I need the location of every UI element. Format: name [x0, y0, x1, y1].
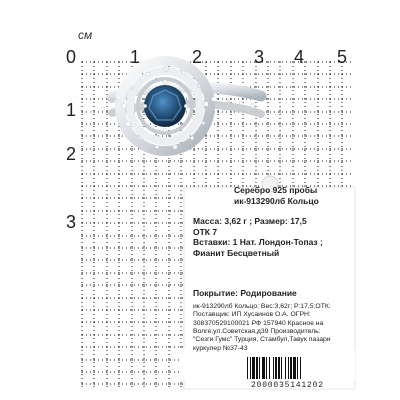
ring-sparkle-dot — [163, 128, 167, 132]
tag-weight-size: Масса: 3,62 г ; Размер: 17,5 — [193, 216, 307, 226]
ring-sparkle-dot — [190, 136, 194, 140]
ring-sparkle-dot — [163, 80, 168, 85]
ring-sparkle-dot — [204, 102, 209, 107]
tag-otk: ОТК 7 — [193, 226, 218, 237]
ring-sparkle-dot — [90, 110, 94, 114]
ruler-mark-4: 4 — [294, 47, 305, 67]
ring-sparkle-dot — [251, 104, 256, 109]
ring-sparkle-dot — [182, 71, 186, 75]
tag-small-line-2: Поставщик: ИП Хусаинов О.А. ОГРН: — [193, 311, 311, 319]
tag-specs-block — [193, 216, 363, 259]
ring-sparkle-dot — [126, 122, 131, 127]
tag-small-line-4: Волге,ул.Советская,д39 Производитель: — [193, 328, 321, 336]
ring-sparkle-dot — [164, 67, 169, 72]
ring-sparkle-dot — [101, 107, 105, 111]
ruler-side-mark-3: 3 — [66, 212, 77, 232]
ring-sparkle-dot — [201, 121, 205, 125]
ring-sparkle-dot — [122, 104, 127, 109]
ruler-mark-0: 0 — [66, 47, 77, 67]
product-tag-text — [193, 185, 363, 375]
tag-inserts-line-1: Вставки: 1 Нат. Лондон-Топаз ; — [193, 237, 323, 248]
tag-article-line: ик-913290лб Кольцо — [234, 195, 319, 206]
ring-sparkle-dot — [239, 101, 243, 105]
ruler-side-mark-1: 1 — [66, 100, 77, 120]
ring-sparkle-dot — [137, 136, 141, 140]
tag-small-line-1: ик-913290лб Кольцо; Вес:3,62г; Р:17,5;ОТК: — [193, 303, 331, 310]
ring-sparkle-dot — [226, 99, 230, 103]
ring-sparkle-dot — [114, 99, 118, 103]
ruler-side-mark-2: 2 — [66, 144, 77, 164]
tag-inserts-line-2: Фианит Бесцветный — [193, 247, 280, 258]
ring-sparkle-dot — [143, 104, 147, 108]
ruler-mark-2: 2 — [192, 47, 203, 67]
tag-small-line-6: куркулер №37-43 — [193, 344, 248, 352]
ruler-unit-label: см — [78, 28, 93, 42]
ring-sparkle-dot — [197, 84, 201, 88]
tag-small-line-5: "Сезги Гумс" Турция, Стамбул,Тавук пазари — [193, 336, 331, 344]
tag-material-line: Серебро 925 пробы — [234, 185, 318, 195]
ring-sparkle-dot — [155, 145, 159, 149]
ruler-mark-1: 1 — [130, 47, 141, 67]
tag-small-line-3: 308370529100021 РФ 157940 Красное на — [193, 319, 324, 327]
ring-sparkle-dot — [130, 86, 134, 90]
ring-sparkle-dot — [146, 72, 150, 76]
ring-sparkle-dot — [212, 97, 217, 102]
ruler-mark-5: 5 — [337, 47, 348, 67]
barcode-digits: 2000035141202 — [251, 381, 324, 390]
ruler-mark-3: 3 — [254, 47, 265, 67]
ring-image-icon — [90, 61, 261, 151]
tag-small-print — [193, 303, 363, 353]
ring-sparkle-dot — [173, 145, 178, 150]
tag-title-block — [234, 185, 362, 206]
ring-sparkle-dot — [184, 104, 188, 108]
tag-coating: Покрытие: Родирование — [193, 288, 297, 298]
